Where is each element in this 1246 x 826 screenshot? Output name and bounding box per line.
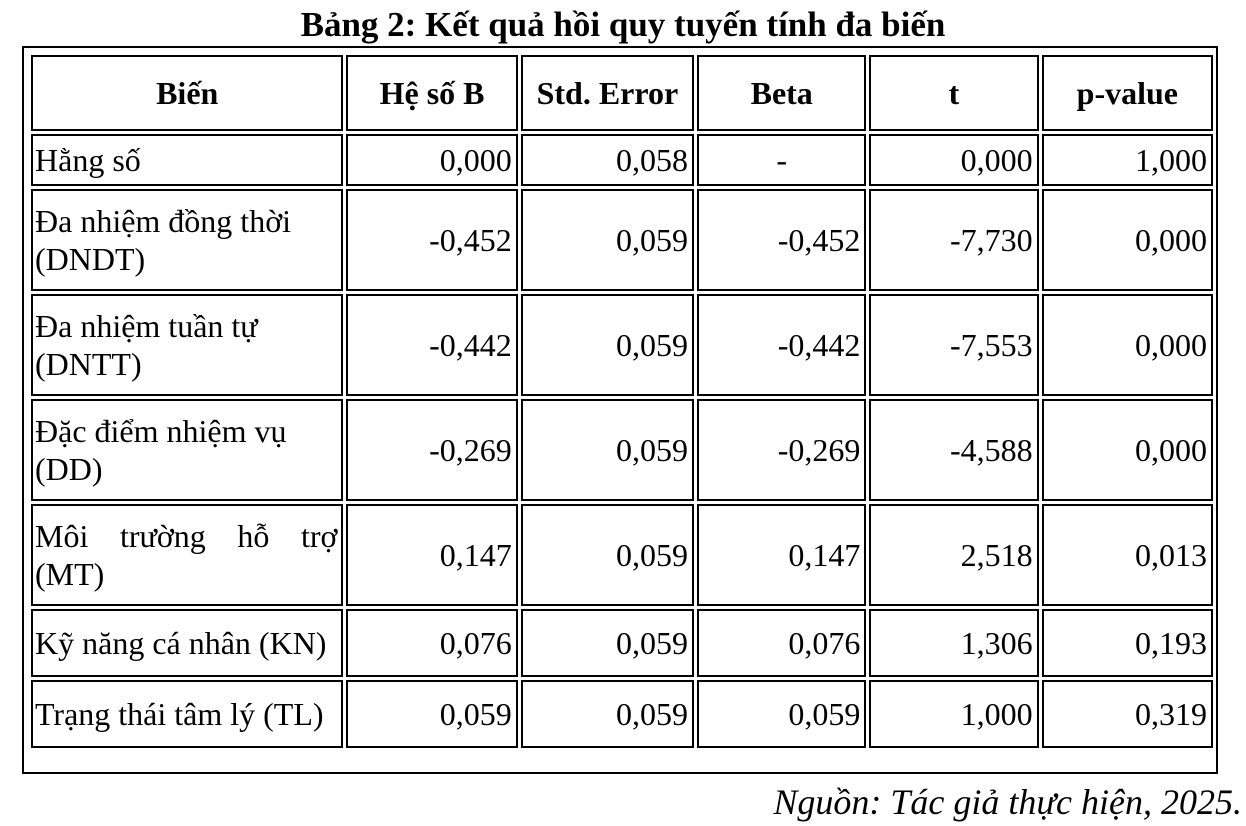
cell-p-value: 0,000 [1042,399,1213,501]
table-row [31,399,1213,501]
header-p-value: p-value [1042,55,1213,131]
cell-std-error: 0,059 [521,399,694,501]
cell-std-error: 0,059 [521,609,694,677]
table-row [31,189,1213,291]
row-variable-name: Đa nhiệm đồng thời (DNDT) [31,189,343,291]
cell-std-error: 0,058 [521,134,694,186]
cell-t: -7,553 [869,294,1038,396]
cell-t: -4,588 [869,399,1038,501]
cell-beta: - [697,134,866,186]
cell-beta: 0,059 [697,680,866,748]
header-row [31,55,1213,131]
cell-beta: -0,269 [697,399,866,501]
cell-p-value: 0,193 [1042,609,1213,677]
row-variable-name: Đa nhiệm tuần tự (DNTT) [31,294,343,396]
cell-std-error: 0,059 [521,504,694,606]
header-std-error: Std. Error [521,55,694,131]
cell-p-value: 0,000 [1042,189,1213,291]
header-variable: Biến [31,55,343,131]
cell-coefficient-b: 0,076 [346,609,517,677]
source-note: Nguồn: Tác giả thực hiện, 2025. [773,782,1242,822]
cell-coefficient-b: 0,059 [346,680,517,748]
cell-beta: 0,076 [697,609,866,677]
table-row [31,680,1213,748]
table-row [31,504,1213,606]
header-t: t [869,55,1038,131]
cell-beta: -0,452 [697,189,866,291]
table-title: Bảng 2: Kết quả hồi quy tuyến tính đa biến [300,5,946,44]
cell-t: 1,306 [869,609,1038,677]
cell-t: -7,730 [869,189,1038,291]
table-row [31,294,1213,396]
cell-p-value: 1,000 [1042,134,1213,186]
cell-beta: 0,147 [697,504,866,606]
cell-coefficient-b: -0,442 [346,294,517,396]
table-row [31,609,1213,677]
cell-coefficient-b: 0,147 [346,504,517,606]
cell-t: 0,000 [869,134,1038,186]
cell-t: 1,000 [869,680,1038,748]
cell-std-error: 0,059 [521,189,694,291]
cell-std-error: 0,059 [521,680,694,748]
cell-p-value: 0,319 [1042,680,1213,748]
cell-p-value: 0,000 [1042,294,1213,396]
cell-coefficient-b: 0,000 [346,134,517,186]
row-variable-name: Hằng số [31,134,343,186]
header-beta: Beta [697,55,866,131]
cell-coefficient-b: -0,269 [346,399,517,501]
regression-table [28,52,1216,751]
row-variable-name: Đặc điểm nhiệm vụ (DD) [31,399,343,501]
row-variable-name: Kỹ năng cá nhân (KN) [31,609,343,677]
row-variable-name: Trạng thái tâm lý (TL) [31,680,343,748]
row-variable-name: Môi trường hỗ trợ (MT) [31,504,343,606]
header-coefficient-b: Hệ số B [346,55,517,131]
cell-std-error: 0,059 [521,294,694,396]
cell-p-value: 0,013 [1042,504,1213,606]
cell-t: 2,518 [869,504,1038,606]
table-row [31,134,1213,186]
cell-coefficient-b: -0,452 [346,189,517,291]
cell-beta: -0,442 [697,294,866,396]
